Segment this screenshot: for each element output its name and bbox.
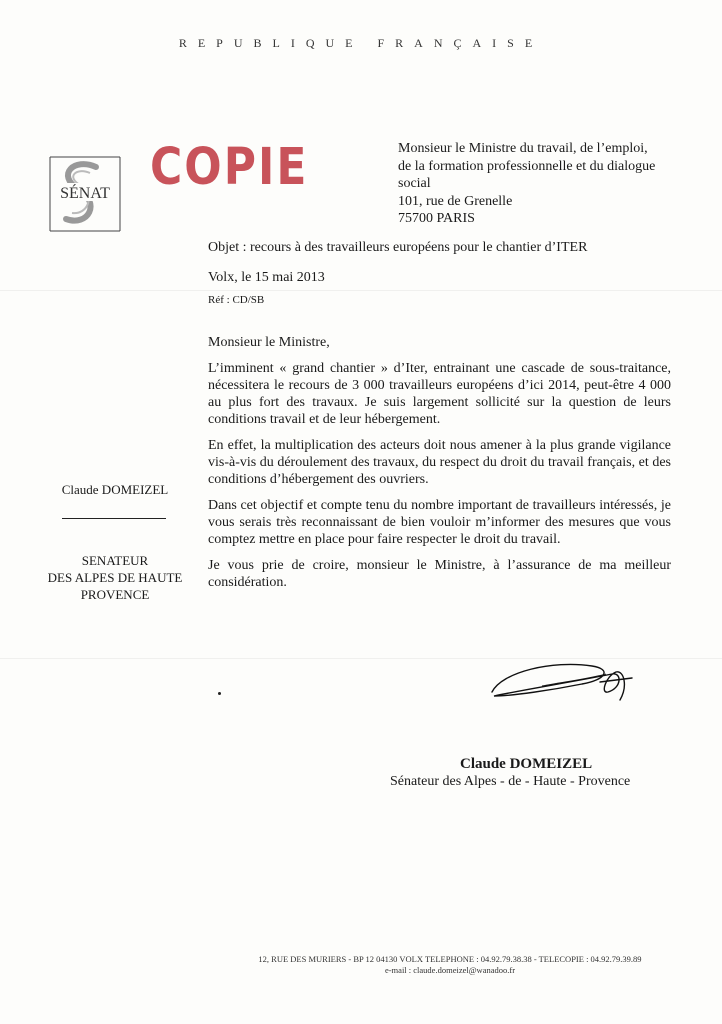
body-paragraph: Dans cet objectif et compte tenu du nombre important de travailleurs intéressés, je vous serais très reconnaissant de bien vouloir m’informer des mesures que vous comptez mettre en place pour faire respecter le droit du travail. [208,498,671,547]
letter-object: Objet : recours à des travailleurs européens pour le chantier d’ITER [208,240,588,255]
signatory-title: Sénateur des Alpes - de - Haute - Provence [390,774,631,789]
letter-date: Volx, le 15 mai 2013 [208,270,325,285]
footer-address: 12, RUE DES MURIERS - BP 12 04130 VOLX TELEPHONE : 04.92.79.38.38 - TELECOPIE : 04.92.79.39.89 [258,954,642,964]
body-paragraph: En effet, la multiplication des acteurs doit nous amener à la plus grande vigilance vis-à-vis du déroulement des travaux, du respect du droit du travail français, et des conditions d’hébergement des ouvriers. [208,438,671,487]
handwritten-signature [482,652,642,712]
sender-title-line: DES ALPES DE HAUTE [47,570,183,585]
paper-speck [218,692,221,695]
letter-reference: Réf : CD/SB [208,294,265,306]
recipient-line: 75700 PARIS [398,211,475,226]
salutation: Monsieur le Ministre, [208,335,330,350]
recipient-line: 101, rue de Grenelle [398,193,513,209]
sender-title-line: PROVENCE [80,587,150,602]
recipient-line: de la formation professionnelle et du dialogue [398,158,656,174]
sender-name-left: Claude DOMEIZEL [61,482,169,497]
senat-logo-graphic [44,153,126,235]
signatory-name: Claude DOMEIZEL [460,756,593,772]
senat-logo [44,153,126,235]
copy-stamp: COPIE [150,138,309,197]
body-paragraph: L’imminent « grand chantier » d’Iter, entrainant une cascade de sous-traitance, nécessitera le recours de 3 000 travailleurs européens d’ici 2014, peut-être 4 000 au plus fort des travaux. Je suis largement sollicité sur la question de leurs conditions travail et de leur hébergement. [208,361,671,427]
letter-body [208,334,671,600]
footer-email: e-mail : claude.domeizel@wanadoo.fr [384,965,516,975]
sender-title-line: SENATEUR [81,553,149,568]
body-paragraph: Je vous prie de croire, monsieur le Ministre, à l’assurance de ma meilleur considération. [208,558,671,590]
recipient-line: Monsieur le Ministre du travail, de l’emploi, [398,141,648,156]
recipient-address [398,140,688,228]
signature-graphic [482,652,642,712]
recipient-line: social [398,176,431,191]
republic-header: REPUBLIQUE FRANÇAISE [178,36,544,50]
logo-text: SÉNAT [60,185,110,202]
sender-divider [62,518,166,519]
paper-fold-line [0,290,722,291]
letter-footer [200,954,700,976]
sender-title-left [40,552,190,603]
